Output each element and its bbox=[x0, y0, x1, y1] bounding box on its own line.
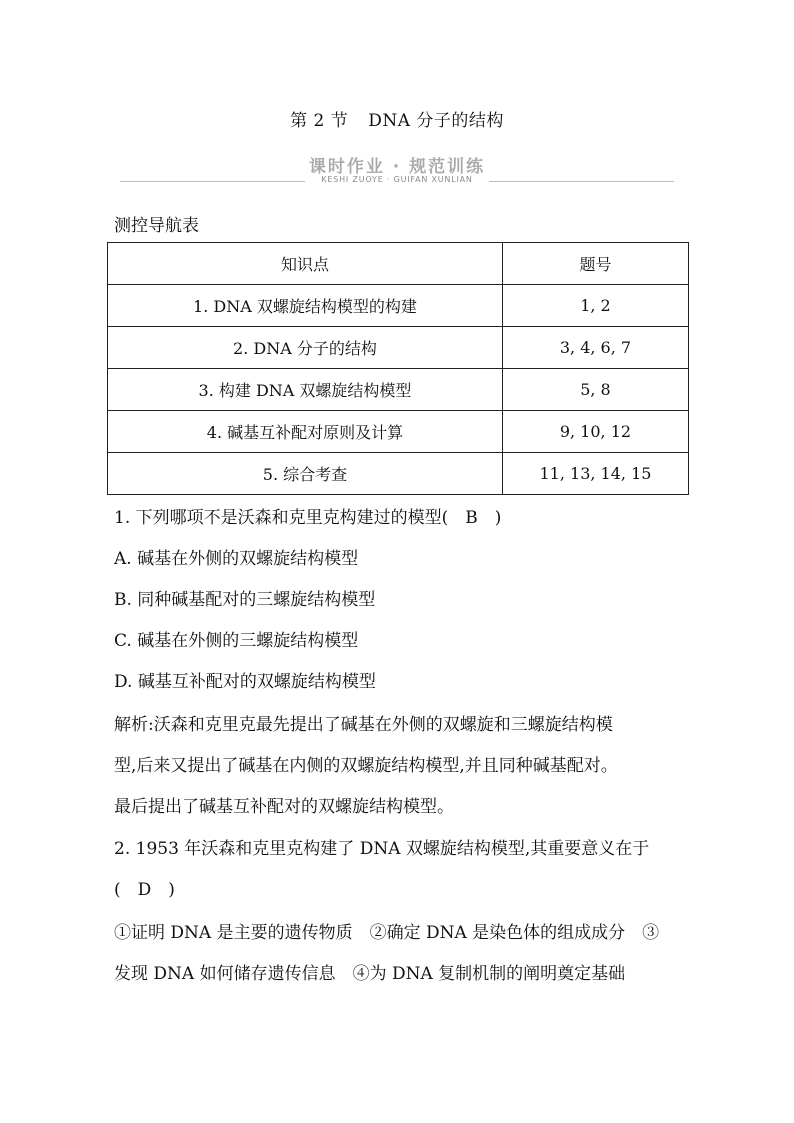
table-row bbox=[108, 411, 689, 453]
question-1-option-c: C. 碱基在外侧的三螺旋结构模型 bbox=[114, 631, 359, 651]
question-1-option-d: D. 碱基互补配对的双螺旋结构模型 bbox=[114, 672, 376, 692]
topic-cell: 5. 综合考查 bbox=[108, 453, 503, 495]
question-1-analysis-line-1: 解析:沃森和克里克最先提出了碱基在外侧的双螺旋和三螺旋结构模 bbox=[114, 715, 613, 735]
table-row bbox=[108, 369, 689, 411]
section-number: 第 2 节 bbox=[290, 111, 349, 131]
question-no-cell: 3, 4, 6, 7 bbox=[502, 327, 688, 369]
question-1-analysis-line-2: 型,后来又提出了碱基在内侧的双螺旋结构模型,并且同种碱基配对。 bbox=[114, 756, 618, 776]
homework-banner bbox=[120, 150, 674, 190]
question-2-stem-line-2: ( D ) bbox=[114, 880, 175, 900]
question-2-stem-line-1: 2. 1953 年沃森和克里克构建了 DNA 双螺旋结构模型,其重要意义在于 bbox=[114, 839, 650, 859]
table-row bbox=[108, 327, 689, 369]
topic-cell: 4. 碱基互补配对原则及计算 bbox=[108, 411, 503, 453]
nav-table bbox=[107, 242, 689, 495]
question-2-choices-line-2: 发现 DNA 如何储存遗传信息 ④为 DNA 复制机制的阐明奠定基础 bbox=[114, 964, 626, 984]
topic-cell: 3. 构建 DNA 双螺旋结构模型 bbox=[108, 369, 503, 411]
topic-cell: 2. DNA 分子的结构 bbox=[108, 327, 503, 369]
banner-title: 课时作业 · 规范训练 bbox=[308, 157, 486, 177]
question-no-cell: 5, 8 bbox=[502, 369, 688, 411]
nav-table-header-row bbox=[108, 243, 689, 285]
question-no-cell: 1, 2 bbox=[502, 285, 688, 327]
column-header-topic: 知识点 bbox=[108, 243, 503, 285]
table-row bbox=[108, 285, 689, 327]
column-header-question-no: 题号 bbox=[502, 243, 688, 285]
question-1-option-a: A. 碱基在外侧的双螺旋结构模型 bbox=[114, 549, 359, 569]
question-2-choices-line-1: ①证明 DNA 是主要的遗传物质 ②确定 DNA 是染色体的组成成分 ③ bbox=[114, 923, 660, 943]
topic-cell: 1. DNA 双螺旋结构模型的构建 bbox=[108, 285, 503, 327]
question-1-option-b: B. 同种碱基配对的三螺旋结构模型 bbox=[114, 590, 376, 610]
question-no-cell: 11, 13, 14, 15 bbox=[502, 453, 688, 495]
question-1-analysis-line-3: 最后提出了碱基互补配对的双螺旋结构模型。 bbox=[114, 797, 454, 817]
page-title bbox=[0, 106, 794, 131]
question-no-cell: 9, 10, 12 bbox=[502, 411, 688, 453]
banner-subtitle: KESHI ZUOYE · GUIFAN XUNLIAN bbox=[321, 175, 473, 184]
question-1-stem: 1. 下列哪项不是沃森和克里克构建过的模型( B ) bbox=[114, 508, 502, 528]
section-title: DNA 分子的结构 bbox=[368, 111, 504, 131]
table-row bbox=[108, 453, 689, 495]
nav-table-label: 测控导航表 bbox=[114, 216, 199, 236]
